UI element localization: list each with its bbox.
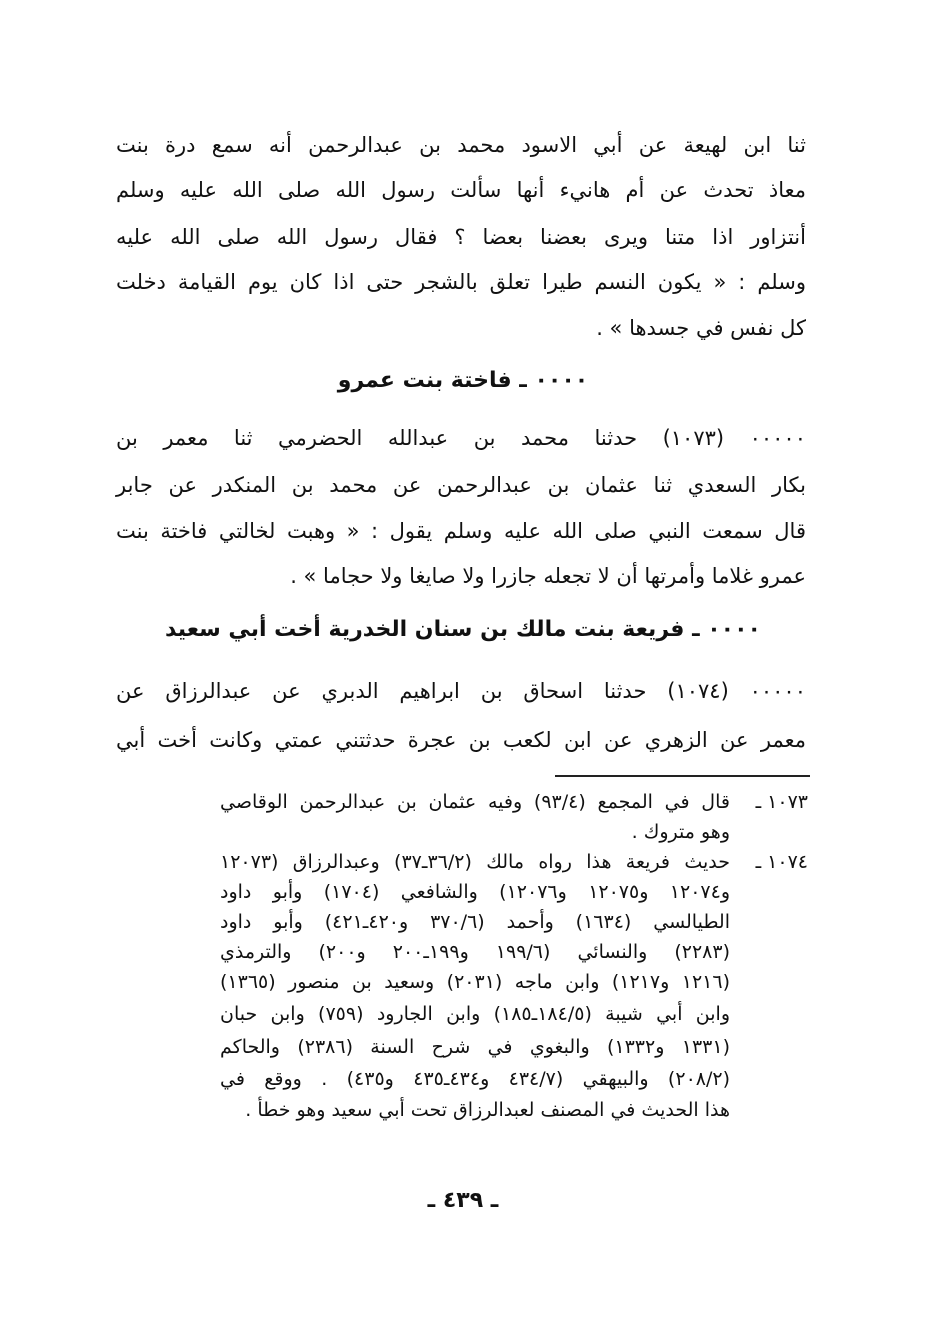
footnote-line: (٢٢٨٣) والنسائي (١٩٩/٦ و١٩٩ـ٢٠٠ و٢٠٠) والترمذي xyxy=(220,941,730,963)
footnote-number: ١٠٧٣ ـ xyxy=(755,791,808,813)
paragraph-line: كل نفس في جسدها » . xyxy=(596,316,806,340)
section-heading: ٠٠٠٠ ـ فريعة بنت مالك بن سنان الخدرية أخت أبي سعيد xyxy=(165,617,761,642)
page-number: ـ ٤٣٩ ـ xyxy=(427,1188,499,1213)
footnote-line: و١٢٠٧٤ و١٢٠٧٥ و١٢٠٧٦) والشافعي (١٧٠٤) وأبو داود xyxy=(220,881,730,903)
footnote-separator xyxy=(555,775,810,777)
paragraph-line: ثنا ابن لهيعة عن أبي الاسود محمد بن عبدالرحمن أنه سمع درة بنت xyxy=(116,133,806,157)
paragraph-line: أنتزاور اذا متنا ويرى بعضنا بعضا ؟ فقال رسول الله صلى الله عليه xyxy=(116,225,806,249)
footnote-line: وهو متروك . xyxy=(631,821,730,843)
hadith-line: قال سمعت النبي صلى الله عليه وسلم يقول : « وهبت لخالتي فاختة بنت xyxy=(116,519,806,543)
hadith-line: معمر عن الزهري عن ابن لكعب بن عجرة حدثتني عمتي وكانت أخت أبي xyxy=(116,728,806,752)
footnote-line: الطيالسي (١٦٣٤) وأحمد (٣٧٠/٦ و٤٢٠ـ٤٢١) وأبو داود xyxy=(220,911,730,933)
hadith-line: عمرو غلاما وأمرتها أن لا تجعله جازرا ولا صايغا ولا حجاما » . xyxy=(290,564,806,588)
hadith-line: بكار السعدي ثنا عثمان بن عبدالرحمن عن محمد بن المنكدر عن جابر xyxy=(116,473,806,497)
paragraph-line: وسلم : « يكون النسم طيرا تعلق بالشجر حتى اذا كان يوم القيامة دخلت xyxy=(116,270,806,294)
footnote-line: (٢٠٨/٢) والبيهقي (٤٣٤/٧ و٤٣٤ـ٤٣٥ و٤٣٥) . ووقع في xyxy=(220,1068,731,1090)
footnote-line: هذا الحديث في المصنف لعبدالرزاق تحت أبي سعيد وهو خطأ . xyxy=(245,1099,730,1121)
footnote-line: (١٢١٦ و١٢١٧) وابن ماجه (٢٠٣١) وسعيد بن منصور (١٣٦٥) xyxy=(220,971,730,993)
footnote-line: قال في المجمع (٩٣/٤) وفيه عثمان بن عبدالرحمن الوقاصي xyxy=(220,791,730,813)
footnote-line: وابن أبي شيبة (١٨٤/٥ـ١٨٥) وابن الجارود (٧٥٩) وابن حبان xyxy=(220,1003,730,1025)
hadith-line: ٠٠٠٠٠ (١٠٧٣) حدثنا محمد بن عبدالله الحضرمي ثنا معمر بن xyxy=(116,426,806,450)
paragraph-line: معاذ تحدث عن أم هانيء أنها سألت رسول الله صلى الله عليه وسلم xyxy=(116,178,806,202)
section-heading: ٠٠٠٠ ـ فاختة بنت عمرو xyxy=(337,368,589,393)
footnote-line: (١٣٣١ و١٣٣٢) والبغوي في شرح السنة (٢٣٨٦) والحاكم xyxy=(220,1036,730,1058)
hadith-line: ٠٠٠٠٠ (١٠٧٤) حدثنا اسحاق بن ابراهيم الدبري عن عبدالرزاق عن xyxy=(116,679,806,703)
footnote-number: ١٠٧٤ ـ xyxy=(755,851,808,873)
footnote-line: حديث فريعة هذا رواه مالك (٣٦/٢ـ٣٧) وعبدالرزاق (١٢٠٧٣ xyxy=(220,851,730,873)
